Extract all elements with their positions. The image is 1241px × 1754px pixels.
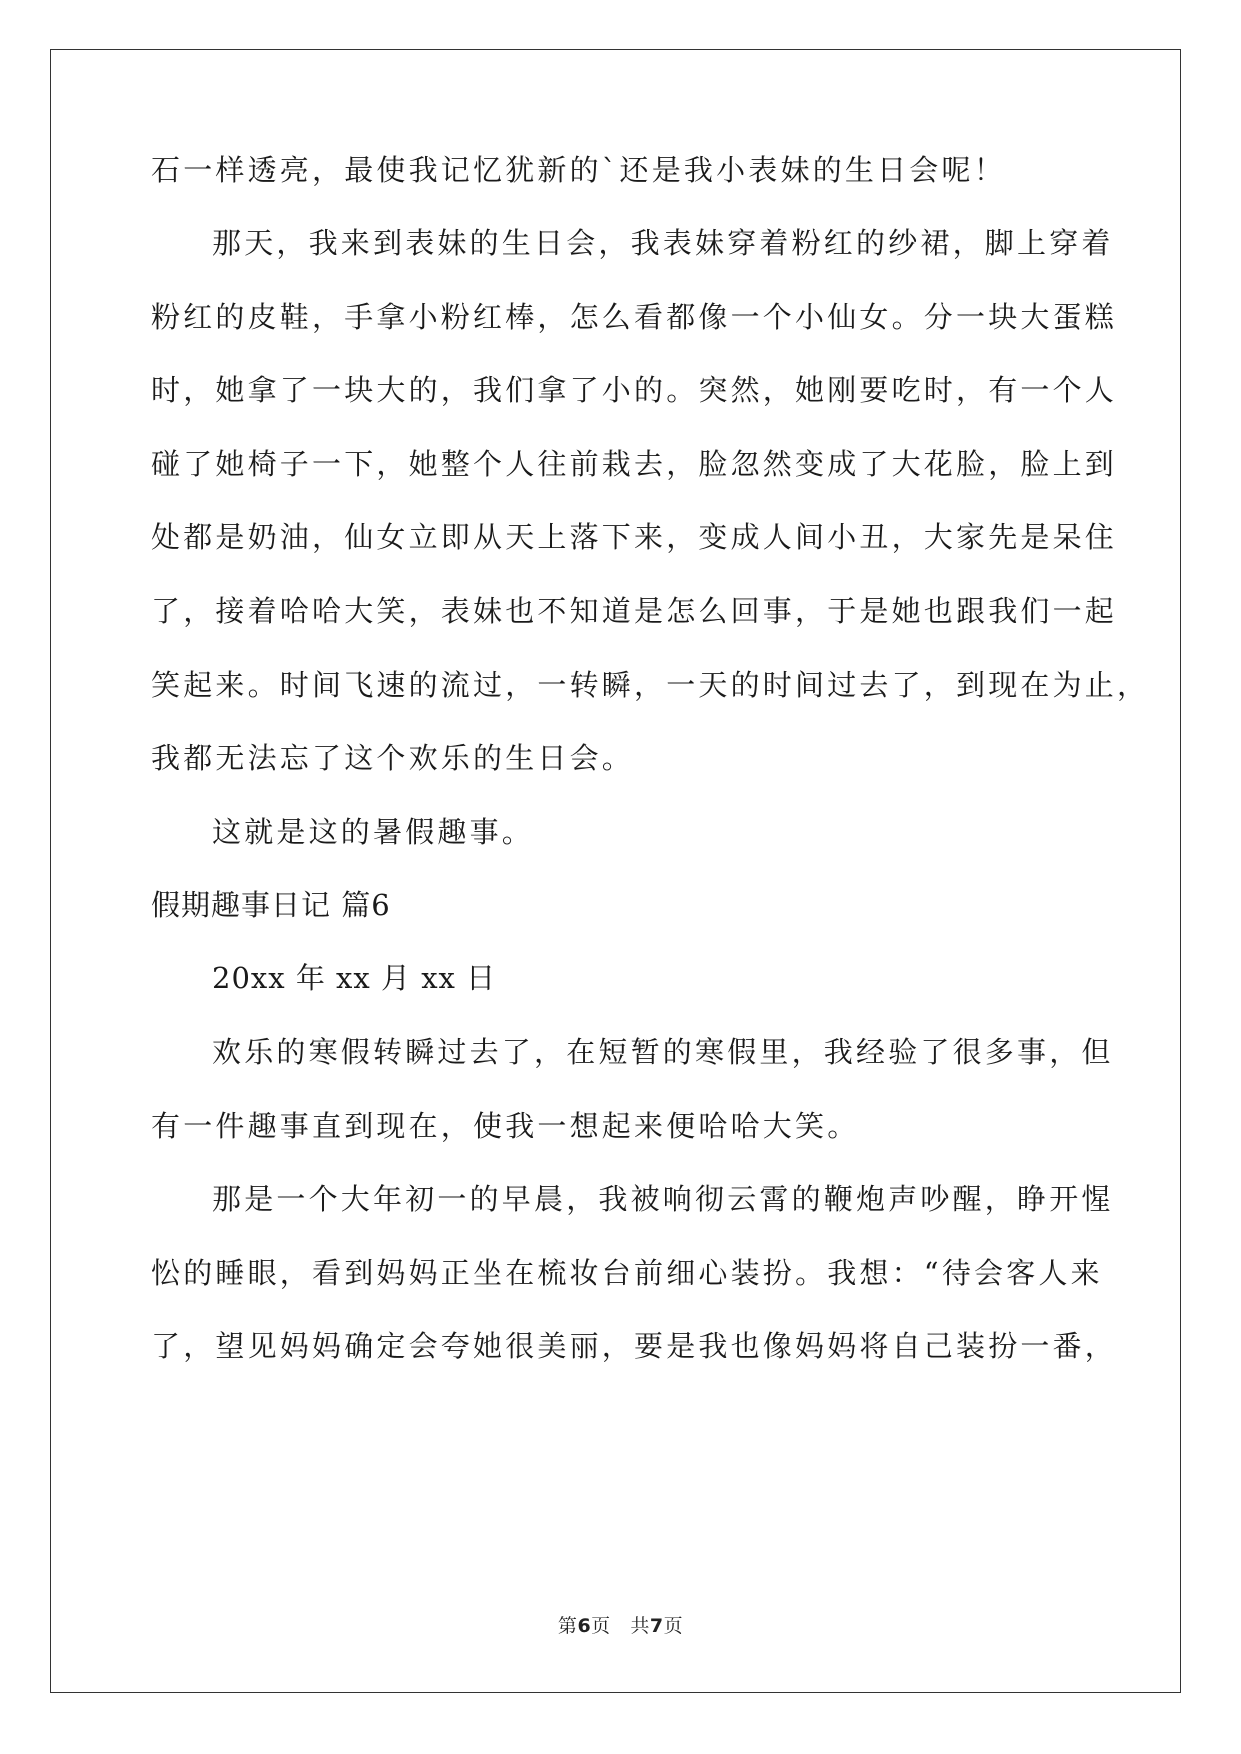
text-line-1: 石一样透亮，最使我记忆犹新的`还是我小表妹的生日会呢！ — [151, 153, 1006, 187]
text-line-7: 了，接着哈哈大笑，表妹也不知道是怎么回事，于是她也跟我们一起 — [151, 594, 1118, 628]
text-line-8: 笑起来。时间飞速的流过，一转瞬，一天的时间过去了，到现在为止， — [151, 668, 1150, 702]
total-suffix: 页 — [663, 1615, 684, 1637]
section-heading: 假期趣事日记 篇6 — [151, 888, 391, 922]
page-frame — [50, 49, 1181, 1693]
page-prefix: 第 — [557, 1615, 578, 1637]
text-line-14: 有一件趣事直到现在，使我一想起来便哈哈大笑。 — [151, 1109, 860, 1143]
text-line-17: 了，望见妈妈确定会夸她很美丽，要是我也像妈妈将自己装扮一番， — [151, 1329, 1118, 1363]
text-line-2: 那天，我来到表妹的生日会，我表妹穿着粉红的纱裙，脚上穿着 — [212, 226, 1114, 260]
text-line-3: 粉红的皮鞋，手拿小粉红棒，怎么看都像一个小仙女。分一块大蛋糕 — [151, 300, 1118, 334]
text-line-16: 忪的睡眼，看到妈妈正坐在梳妆台前细心装扮。我想：“待会客人来 — [151, 1256, 1103, 1290]
date-line: 20xx 年 xx 月 xx 日 — [212, 961, 497, 995]
text-line-9: 我都无法忘了这个欢乐的生日会。 — [151, 741, 635, 775]
page-number: 6 — [577, 1615, 592, 1637]
total-pages: 7 — [649, 1615, 664, 1637]
text-line-10: 这就是这的暑假趣事。 — [212, 815, 535, 849]
text-line-15: 那是一个大年初一的早晨，我被响彻云霄的鞭炮声吵醒，睁开惺 — [212, 1182, 1114, 1216]
text-line-5: 碰了她椅子一下，她整个人往前栽去，脸忽然变成了大花脸，脸上到 — [151, 447, 1118, 481]
page-suffix: 页 — [591, 1615, 611, 1637]
text-line-6: 处都是奶油，仙女立即从天上落下来，变成人间小丑，大家先是呆住 — [151, 520, 1118, 554]
total-prefix: 共 — [630, 1615, 650, 1637]
page-footer — [0, 1614, 1241, 1638]
text-line-4: 时，她拿了一块大的，我们拿了小的。突然，她刚要吃时，有一个人 — [151, 373, 1118, 407]
text-line-13: 欢乐的寒假转瞬过去了，在短暂的寒假里，我经验了很多事，但 — [212, 1035, 1114, 1069]
